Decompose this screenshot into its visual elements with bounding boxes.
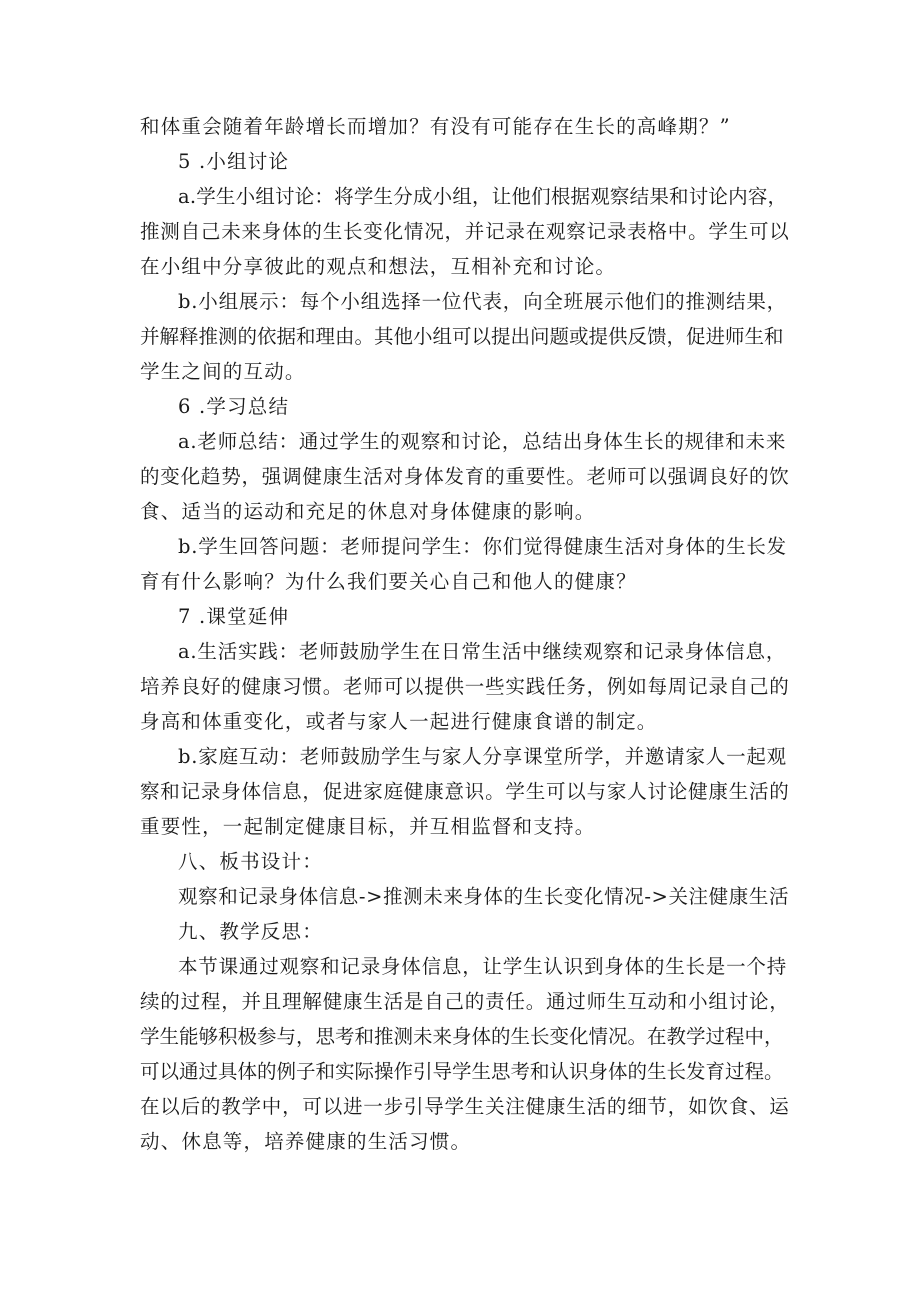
paragraph-line: b.家庭互动：老师鼓励学生与家人分享课堂所学，并邀请家人一起观	[178, 745, 787, 768]
section-heading-6: 6 .学习总结	[178, 395, 290, 418]
paragraph-line: 身高和体重变化，或者与家人一起进行健康食谱的制定。	[140, 710, 658, 733]
paragraph-line: 学生能够积极参与，思考和推测未来身体的生长变化情况。在教学过程中，	[140, 1025, 784, 1048]
paragraph-line: 推测自己未来身体的生长变化情况，并记录在观察记录表格中。学生可以	[140, 220, 790, 243]
paragraph-line: a.老师总结：通过学生的观察和讨论，总结出身体生长的规律和未来	[178, 430, 787, 453]
section-heading-9: 九、教学反思：	[178, 920, 323, 943]
paragraph-line: 在小组中分享彼此的观点和想法，互相补充和讨论。	[140, 255, 617, 278]
paragraph-line: 的变化趋势，强调健康生活对身体发育的重要性。老师可以强调良好的饮	[140, 465, 790, 488]
paragraph-line: 在以后的教学中，可以进一步引导学生关注健康生活的细节，如饮食、运	[140, 1095, 790, 1118]
paragraph-line: 并解释推测的依据和理由。其他小组可以提出问题或提供反馈，促进师生和	[140, 325, 784, 348]
paragraph-line: 观察和记录身体信息->推测未来身体的生长变化情况->关注健康生活	[178, 885, 790, 908]
paragraph-line: 培养良好的健康习惯。老师可以提供一些实践任务，例如每周记录自己的	[140, 675, 790, 698]
paragraph-line: 食、适当的运动和充足的休息对身体健康的影响。	[140, 500, 596, 523]
paragraph-line: 续的过程，并且理解健康生活是自己的责任。通过师生互动和小组讨论，	[140, 990, 790, 1013]
paragraph-line: 育有什么影响？为什么我们要关心自己和他人的健康？	[140, 570, 637, 593]
section-heading-8: 八、板书设计：	[178, 850, 323, 873]
paragraph-line: 和体重会随着年龄增长而增加？有没有可能存在生长的高峰期？”	[140, 115, 731, 138]
paragraph-line: 动、休息等，培养健康的生活习惯。	[140, 1130, 472, 1153]
paragraph-line: 可以通过具体的例子和实际操作引导学生思考和认识身体的生长发育过程。	[140, 1060, 784, 1083]
paragraph-line: 学生之间的互动。	[140, 360, 306, 383]
section-heading-5: 5 .小组讨论	[178, 150, 290, 173]
paragraph-line: b.学生回答问题：老师提问学生：你们觉得健康生活对身体的生长发	[178, 535, 787, 558]
paragraph-line: b.小组展示：每个小组选择一位代表，向全班展示他们的推测结果，	[178, 290, 787, 313]
paragraph-line: 重要性，一起制定健康目标，并互相监督和支持。	[140, 815, 596, 838]
paragraph-line: a.生活实践：老师鼓励学生在日常生活中继续观察和记录身体信息，	[178, 640, 787, 663]
paragraph-line: 本节课通过观察和记录身体信息，让学生认识到身体的生长是一个持	[178, 955, 788, 978]
paragraph-line: a.学生小组讨论：将学生分成小组，让他们根据观察结果和讨论内容，	[178, 185, 788, 208]
paragraph-line: 察和记录身体信息，促进家庭健康意识。学生可以与家人讨论健康生活的	[140, 780, 790, 803]
section-heading-7: 7 .课堂延伸	[178, 605, 290, 628]
